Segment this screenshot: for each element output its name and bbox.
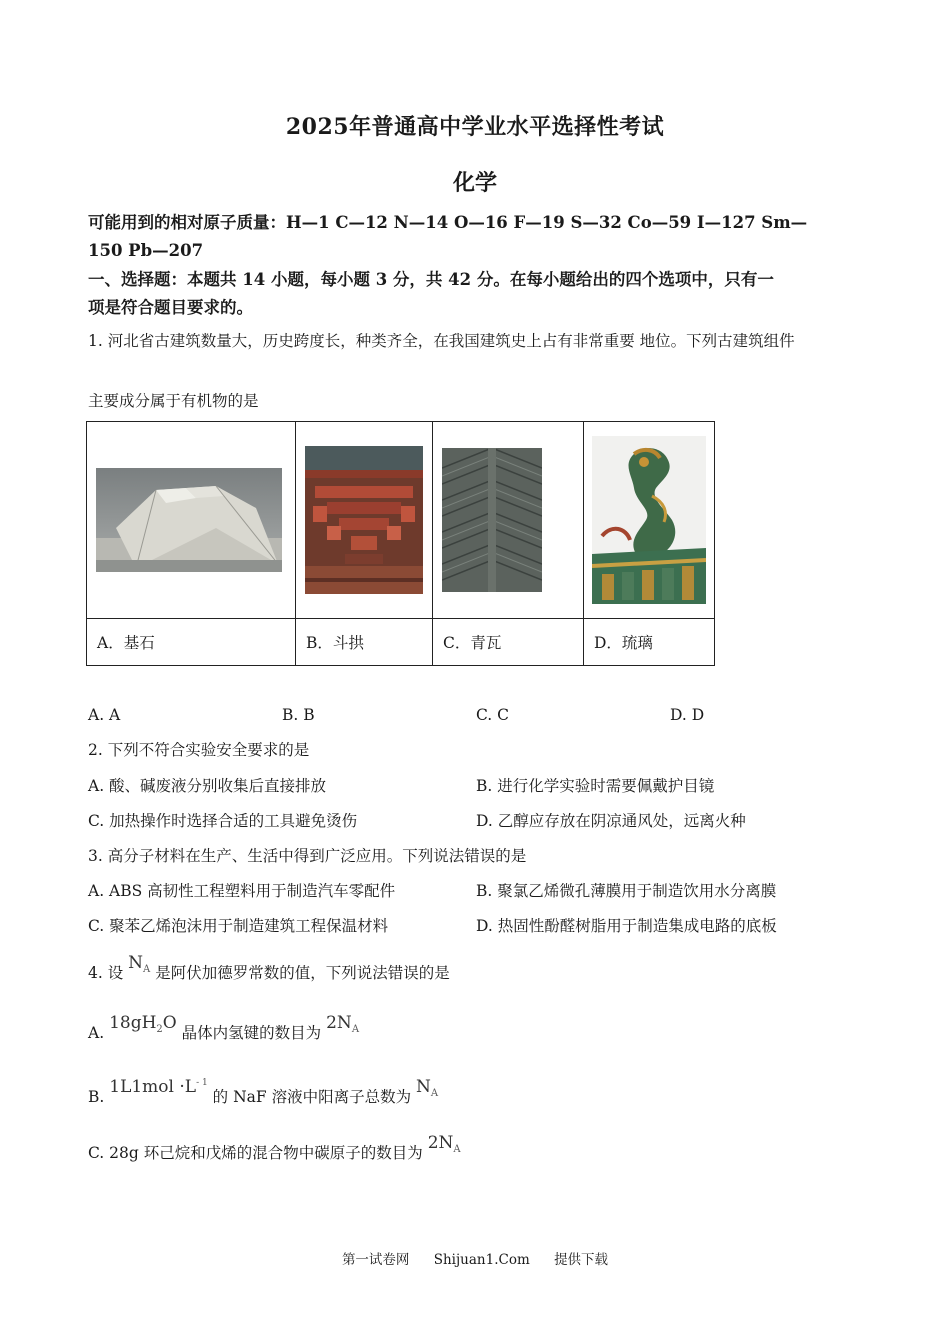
q2-option-a: A. 酸、碱废液分别收集后直接排放 [88,777,327,795]
q3-option-d: D. 热固性酚醛树脂用于制造集成电路的底板 [476,917,777,935]
glazed-ornament-image [592,436,706,604]
q1-option-b: B. B [282,706,315,724]
q1-option-c: C. C [476,706,510,724]
q4-b-formula-sup: - 1 [196,1078,208,1088]
exam-title: 2025年普通高中学业水平选择性考试 [285,114,665,140]
q4-b-formula-main: 1L1mol ·L [109,1077,197,1097]
q3-option-c: C. 聚苯乙烯泡沫用于制造建筑工程保温材料 [88,917,389,935]
q4-b-n-sub: A [430,1088,439,1099]
q2-option-d: D. 乙醇应存放在阴凉通风处，远离火种 [476,812,746,830]
q1-image-cell-d [584,422,715,619]
q4-a-formula [109,1013,177,1033]
foundation-stone-image [96,468,282,572]
q2-stem: 2. 下列不符合实验安全要求的是 [88,741,310,759]
q1-image-table [86,421,715,666]
q4-stem [88,953,450,990]
section-1-line-2: 项是符合题目要求的。 [88,298,253,317]
q1-label-a: A．基石 [87,619,296,666]
green-tile-roof-image [442,448,542,592]
subject-title: 化学 [452,170,497,196]
dougong-bracket-image [305,446,423,594]
footer-site-url[interactable]: Shijuan1.Com [433,1252,530,1268]
q4-c-text: C. 28g 环己烷和戊烯的混合物中碳原子的数目为 [88,1144,423,1162]
q4-b-text: 的 NaF 溶液中阳离子总数为 [212,1088,412,1106]
footer-site-name: 第一试卷网 [341,1252,410,1268]
q4-a-coef: 2N [326,1013,352,1033]
q1-image-cell-b [296,422,433,619]
avogadro-symbol [128,953,150,973]
q4-option-a [88,1013,360,1050]
q4-option-c [88,1133,461,1170]
q1-option-a: A. A [88,706,121,724]
q4-a-formula-sub: 2 [156,1024,163,1035]
q3-option-a: A. ABS 高韧性工程塑料用于制造汽车零配件 [88,882,396,900]
q4-b-label: B. [88,1088,105,1106]
avogadro-sub: A [143,964,151,975]
atomic-mass-line-2: 150 Pb—207 [88,241,204,260]
page-footer [0,1248,950,1268]
atomic-mass-line-1: 可能用到的相对原子质量：H—1 C—12 N—14 O—16 F—19 S—32 Co—59 I—127 Sm— [88,213,808,232]
section-1-heading [88,266,858,322]
q4-a-label: A. [88,1024,105,1042]
q4-a-coef-sub: A [351,1024,360,1035]
q4-option-b [88,1077,439,1114]
q1-stem-line-2: 主要成分属于有机物的是 [88,392,259,410]
q1-label-c: C．青瓦 [433,619,584,666]
avogadro-n: N [128,953,144,973]
q4-stem-suffix: 是阿伏加德罗常数的值，下列说法错误的是 [155,964,450,982]
q4-c-count [428,1133,461,1153]
q1-label-b: B．斗拱 [296,619,433,666]
q4-a-formula-main: 18gH [109,1013,157,1033]
q3-option-b: B. 聚氯乙烯微孔薄膜用于制造饮用水分离膜 [476,882,777,900]
q1-stem-line-1: 1. 河北省古建筑数量大，历史跨度长，种类齐全，在我国建筑史上占有非常重要 地位。下列古建筑组件 [88,332,795,350]
q4-a-count [326,1013,359,1033]
q4-stem-prefix: 4. 设 [88,964,124,982]
q1-option-d: D. D [670,706,705,724]
q4-a-text: 晶体内氢键的数目为 [181,1024,322,1042]
q3-stem: 3. 高分子材料在生产、生活中得到广泛应用。下列说法错误的是 [88,847,527,865]
q4-b-n: N [416,1077,431,1097]
q4-b-count [416,1077,438,1097]
q2-option-c: C. 加热操作时选择合适的工具避免烫伤 [88,812,358,830]
section-1-line-1: 一、选择题：本题共 14 小题，每小题 3 分，共 42 分。在每小题给出的四个选项中，只有一 [88,270,774,289]
q4-c-coef: 2N [427,1133,454,1153]
footer-note: 提供下载 [554,1252,609,1268]
q4-b-formula [109,1077,207,1097]
q1-image-cell-c [433,422,584,619]
q4-c-coef-sub: A [453,1144,461,1155]
q1-label-d: D．琉璃 [584,619,715,666]
q4-a-formula-end: O [162,1013,177,1033]
q1-image-cell-a [87,422,296,619]
atomic-mass-note [88,209,858,265]
q2-option-b: B. 进行化学实验时需要佩戴护目镜 [476,777,715,795]
